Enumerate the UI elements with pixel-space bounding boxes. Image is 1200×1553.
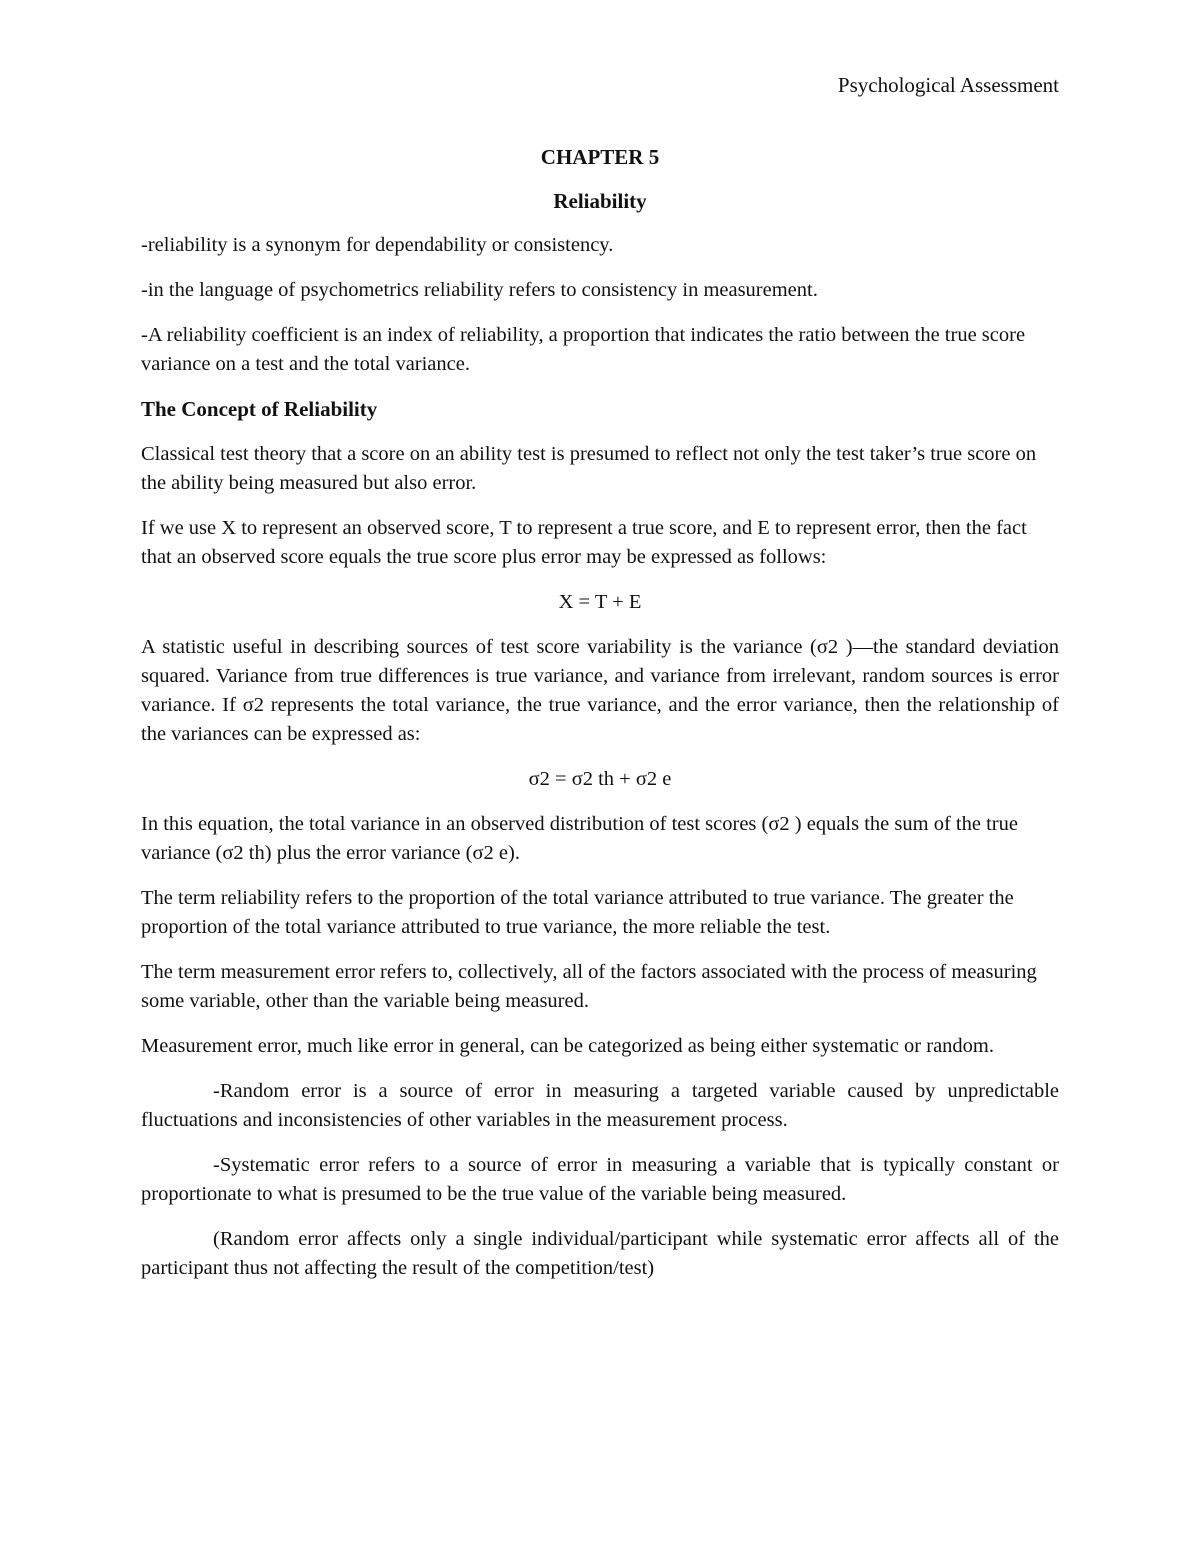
chapter-title: Reliability [553,189,647,213]
equation-explanation-paragraph: In this equation, the total variance in an observed distribution of test scores (σ2 ) equals the sum of the true variance (σ2 th) plus the error variance (σ2 e). [141,813,1018,864]
variance-paragraph: A statistic useful in describing sources of test score variability is the variance (σ2 )—the standard deviation squared. Variance from true differences is true variance, and variance from irrelevant, random sources is error variance. If σ2 represents the total variance, the true variance, and the error variance, then the relationship of the variances can be expressed as: [141,636,1059,745]
concept-heading: The Concept of Reliability [141,397,378,421]
error-categories-paragraph: Measurement error, much like error in general, can be categorized as being either systematic or random. [141,1035,994,1057]
document-page [141,0,1059,1553]
definition-synonym: -reliability is a synonym for dependability or consistency. [141,234,614,256]
definition-psychometrics: -in the language of psychometrics reliability refers to consistency in measurement. [141,279,818,301]
observed-score-paragraph: If we use X to represent an observed score, T to represent a true score, and E to represent error, then the fact that an observed score equals the true score plus error may be expressed as follows: [141,517,1027,568]
random-error-paragraph: -Random error is a source of error in measuring a targeted variable caused by unpredictable fluctuations and inconsistencies of other variables in the measurement process. [141,1080,1059,1131]
chapter-number: CHAPTER 5 [540,145,660,169]
systematic-error-paragraph: -Systematic error refers to a source of error in measuring a variable that is typically constant or proportionate to what is presumed to be the true value of the variable being measured. [141,1154,1059,1205]
variance-formula: σ2 = σ2 th + σ2 e [528,768,672,790]
measurement-error-paragraph: The term measurement error refers to, collectively, all of the factors associated with the process of measuring some variable, other than the variable being measured. [141,961,1037,1012]
classical-test-theory-paragraph: Classical test theory that a score on an ability test is presumed to reflect not only the test taker’s true score on the ability being measured but also error. [141,443,1037,494]
running-header: Psychological Assessment [837,73,1059,97]
reliability-term-paragraph: The term reliability refers to the proportion of the total variance attributed to true variance. The greater the proportion of the total variance attributed to true variance, the more reliable the test. [141,887,1014,938]
observed-score-formula: X = T + E [558,591,642,613]
definition-coefficient: -A reliability coefficient is an index of reliability, a proportion that indicates the ratio between the true score variance on a test and the total variance. [141,324,1026,375]
error-note-paragraph: (Random error affects only a single individual/participant while systematic error affects all of the participant thus not affecting the result of the competition/test) [141,1228,1059,1279]
document-body [141,231,1059,1299]
